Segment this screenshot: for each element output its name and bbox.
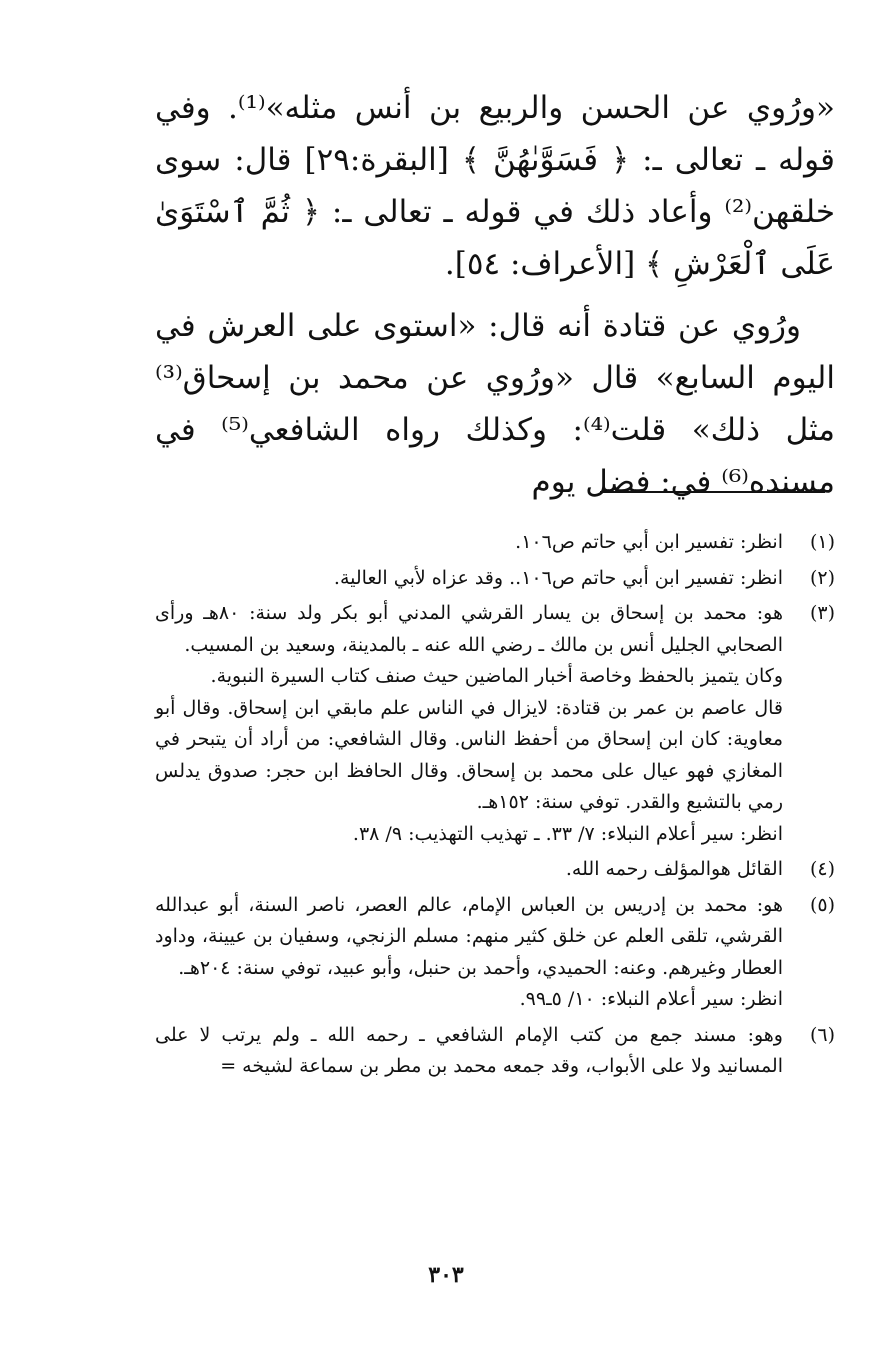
footnote-text: قال عاصم بن عمر بن قتادة: لايزال في الناس علم مابقي ابن إسحاق. وقال أبو معاوية: كان ابن إسحاق من أحفظ الناس. وقال الشافعي: من أراد أن يتبحر في المغازي فهو عيال على محمد بن إسحاق. وقال الحافظ ابن حجر: صدوق يدلس رمي بالتشيع والقدر. توفي سنة: ١٥٢هـ. — [155, 696, 783, 813]
footnote-number: (٦) — [809, 1023, 835, 1046]
footnote-number: (١) — [809, 531, 835, 553]
main-text — [155, 82, 835, 508]
footnote-6 — [155, 1020, 835, 1083]
footnote-text: انظر: تفسير ابن أبي حاتم ص١٠٦.. وقد عزاه لأبي العالية. — [333, 566, 783, 589]
footnote-text: وهو: مسند جمع من كتب الإمام الشافعي ـ رحمه الله ـ ولم يرتب لا على المسانيد ولا على الأبواب، وقد جمعه محمد بن مطر بن سماعة لشيخه = — [155, 1023, 783, 1077]
footnote-reference: انظر: سير أعلام النبلاء: ٧/ ٣٣. ـ تهذيب التهذيب: ٩/ ٣٨. — [352, 822, 783, 845]
footnote-text: وكان يتميز بالحفظ وخاصة أخبار الماضين حيث صنف كتاب السيرة النبوية. — [210, 665, 783, 687]
footnote-number: (٥) — [809, 893, 835, 916]
footnote-text: القائل هوالمؤلف رحمه الله. — [565, 858, 783, 880]
footnote-text: هو: محمد بن إسحاق بن يسار القرشي المدني أبو بكر ولد سنة: ٨٠هـ ورأى الصحابي الجليل أنس بن مالك ـ رضي الله عنه ـ بالمدينة، وسعيد بن المسيب. — [155, 602, 783, 656]
footnote-number: (٣) — [809, 602, 835, 624]
footnote-3 — [155, 598, 835, 850]
footnote-separator — [600, 491, 825, 493]
footnote-number: (٤) — [809, 858, 835, 880]
footnote-1 — [155, 527, 835, 559]
paragraph-1: «ورُوي عن الحسن والربيع بن أنس مثله»⁽¹⁾. وفي قوله ـ تعالى ـ: ﴿ فَسَوَّىٰهُنَّ ﴾ [البقرة:٢٩] قال: سوى خلقهن⁽²⁾ وأعاد ذلك في قوله ـ تعالى ـ: ﴿ ثُمَّ ٱسْتَوَىٰ عَلَى ٱلْعَرْشِ ﴾ [الأعراف: ٥٤]. — [155, 90, 835, 282]
paragraph-2: ورُوي عن قتادة أنه قال: «استوى على العرش في اليوم السابع» قال «ورُوي عن محمد بن إسحاق⁽³⁾ مثل ذلك» قلت⁽⁴⁾: وكذلك رواه الشافعي⁽⁵⁾ في مسنده⁽⁶⁾ في: فضل يوم — [155, 308, 836, 500]
footnote-text: هو: محمد بن إدريس بن العباس الإمام، عالم العصر، ناصر السنة، أبو عبدالله القرشي، تلقى العلم عن خلق كثير منهم: مسلم الزنجي، وسفيان بن عيينة، وداود العطار وغيرهم. وعنه: الحميدي، وأحمد بن حنبل، وأبو عبيد، توفي سنة: ٢٠٤هـ. — [155, 893, 783, 979]
footnote-5 — [155, 890, 835, 1016]
page-number: ٣٠٣ — [428, 1262, 464, 1288]
footnote-4 — [155, 854, 835, 886]
footnote-2 — [155, 563, 835, 595]
footnotes — [155, 527, 835, 1087]
footnote-number: (٢) — [809, 566, 835, 589]
footnote-reference: انظر: سير أعلام النبلاء: ١٠/ ٥ـ٩٩. — [519, 988, 783, 1010]
footnote-text: انظر: تفسير ابن أبي حاتم ص١٠٦. — [515, 531, 783, 553]
